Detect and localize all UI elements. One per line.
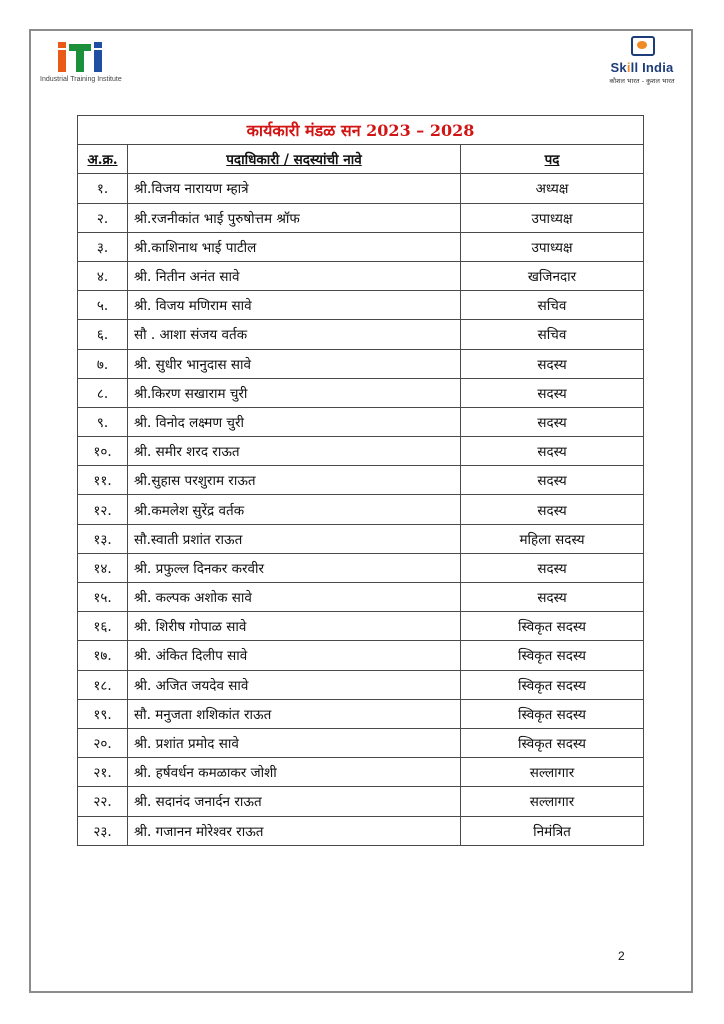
serial-cell: १५.: [78, 583, 128, 612]
serial-cell: २३.: [78, 816, 128, 845]
post-cell: सदस्य: [461, 466, 644, 495]
serial-cell: १६.: [78, 612, 128, 641]
iti-logo-icon: [58, 42, 140, 72]
serial-cell: १२.: [78, 495, 128, 524]
serial-cell: ५.: [78, 291, 128, 320]
serial-cell: ७.: [78, 349, 128, 378]
post-cell: स्विकृत सदस्य: [461, 641, 644, 670]
serial-cell: ८.: [78, 378, 128, 407]
table-row: [78, 378, 644, 407]
post-cell: खजिनदार: [461, 261, 644, 290]
name-cell: श्री.सुहास परशुराम राऊत: [128, 466, 461, 495]
post-cell: सचिव: [461, 291, 644, 320]
table-row: [78, 728, 644, 757]
serial-cell: २१.: [78, 758, 128, 787]
post-cell: सल्लागार: [461, 787, 644, 816]
serial-cell: १९.: [78, 699, 128, 728]
post-cell: सदस्य: [461, 437, 644, 466]
serial-cell: १.: [78, 174, 128, 203]
table-row: [78, 583, 644, 612]
name-cell: श्री. हर्षवर्धन कमळाकर जोशी: [128, 758, 461, 787]
table-row: [78, 787, 644, 816]
serial-cell: २२.: [78, 787, 128, 816]
post-cell: सदस्य: [461, 583, 644, 612]
serial-cell: १८.: [78, 670, 128, 699]
table-row: [78, 553, 644, 582]
name-cell: श्री.काशिनाथ भाई पाटील: [128, 232, 461, 261]
serial-cell: ११.: [78, 466, 128, 495]
name-cell: श्री. समीर शरद राऊत: [128, 437, 461, 466]
table-row: [78, 641, 644, 670]
name-cell: श्री.किरण सखाराम चुरी: [128, 378, 461, 407]
post-cell: सल्लागार: [461, 758, 644, 787]
post-cell: स्विकृत सदस्य: [461, 670, 644, 699]
name-cell: श्री. विनोद लक्ष्मण चुरी: [128, 407, 461, 436]
table-row: [78, 524, 644, 553]
name-cell: श्री. विजय मणिराम सावे: [128, 291, 461, 320]
post-cell: सदस्य: [461, 349, 644, 378]
serial-cell: १४.: [78, 553, 128, 582]
name-cell: श्री.कमलेश सुरेंद्र वर्तक: [128, 495, 461, 524]
table-title: कार्यकारी मंडळ सन 2023 – 2028: [78, 116, 644, 145]
name-cell: सौ. मनुजता शशिकांत राऊत: [128, 699, 461, 728]
name-cell: श्री. सदानंद जनार्दन राऊत: [128, 787, 461, 816]
serial-cell: १७.: [78, 641, 128, 670]
name-cell: श्री. अजित जयदेव सावे: [128, 670, 461, 699]
post-cell: उपाध्यक्ष: [461, 232, 644, 261]
table-row: [78, 670, 644, 699]
skill-india-emblem-icon: [627, 36, 657, 58]
skill-india-tagline: कौशल भारत - कुशल भारत: [609, 77, 675, 85]
name-cell: श्री. कल्पक अशोक सावे: [128, 583, 461, 612]
header-name: पदाधिकारी / सदस्यांची नावे: [128, 145, 461, 174]
serial-cell: ३.: [78, 232, 128, 261]
name-cell: श्री. अंकित दिलीप सावे: [128, 641, 461, 670]
page-number: 2: [618, 949, 625, 963]
skill-india-logo: [594, 36, 690, 96]
table-row: [78, 699, 644, 728]
table-header-row: [78, 145, 644, 174]
post-cell: सदस्य: [461, 553, 644, 582]
header-serial: अ.क्र.: [78, 145, 128, 174]
table-row: [78, 203, 644, 232]
table-body: [78, 174, 644, 845]
name-cell: सौ . आशा संजय वर्तक: [128, 320, 461, 349]
iti-logo: [40, 42, 140, 92]
table-row: [78, 816, 644, 845]
serial-cell: ६.: [78, 320, 128, 349]
post-cell: सचिव: [461, 320, 644, 349]
post-cell: निमंत्रित: [461, 816, 644, 845]
table-row: [78, 349, 644, 378]
table-row: [78, 232, 644, 261]
table-row: [78, 495, 644, 524]
iti-caption: Industrial Training Institute: [40, 76, 122, 83]
post-cell: स्विकृत सदस्य: [461, 699, 644, 728]
post-cell: स्विकृत सदस्य: [461, 612, 644, 641]
name-cell: श्री. नितीन अनंत सावे: [128, 261, 461, 290]
serial-cell: ९.: [78, 407, 128, 436]
serial-cell: १३.: [78, 524, 128, 553]
name-cell: श्री. प्रफुल्ल दिनकर करवीर: [128, 553, 461, 582]
header-post: पद: [461, 145, 644, 174]
table-row: [78, 291, 644, 320]
committee-table: [77, 115, 644, 846]
table-row: [78, 320, 644, 349]
table-row: [78, 466, 644, 495]
name-cell: सौ.स्वाती प्रशांत राऊत: [128, 524, 461, 553]
post-cell: सदस्य: [461, 378, 644, 407]
table-row: [78, 612, 644, 641]
post-cell: महिला सदस्य: [461, 524, 644, 553]
post-cell: सदस्य: [461, 495, 644, 524]
table-row: [78, 174, 644, 203]
table-row: [78, 758, 644, 787]
name-cell: श्री. शिरीष गोपाळ सावे: [128, 612, 461, 641]
name-cell: श्री. प्रशांत प्रमोद सावे: [128, 728, 461, 757]
post-cell: अध्यक्ष: [461, 174, 644, 203]
table-row: [78, 407, 644, 436]
skill-india-title: Skill India: [610, 60, 674, 75]
table-row: [78, 437, 644, 466]
table-title-row: [78, 116, 644, 145]
post-cell: स्विकृत सदस्य: [461, 728, 644, 757]
name-cell: श्री. सुधीर भानुदास सावे: [128, 349, 461, 378]
serial-cell: २.: [78, 203, 128, 232]
name-cell: श्री. गजानन मोरेश्वर राऊत: [128, 816, 461, 845]
serial-cell: २०.: [78, 728, 128, 757]
post-cell: सदस्य: [461, 407, 644, 436]
post-cell: उपाध्यक्ष: [461, 203, 644, 232]
name-cell: श्री.रजनीकांत भाई पुरुषोत्तम श्रॉफ: [128, 203, 461, 232]
name-cell: श्री.विजय नारायण म्हात्रे: [128, 174, 461, 203]
serial-cell: १०.: [78, 437, 128, 466]
table-row: [78, 261, 644, 290]
serial-cell: ४.: [78, 261, 128, 290]
